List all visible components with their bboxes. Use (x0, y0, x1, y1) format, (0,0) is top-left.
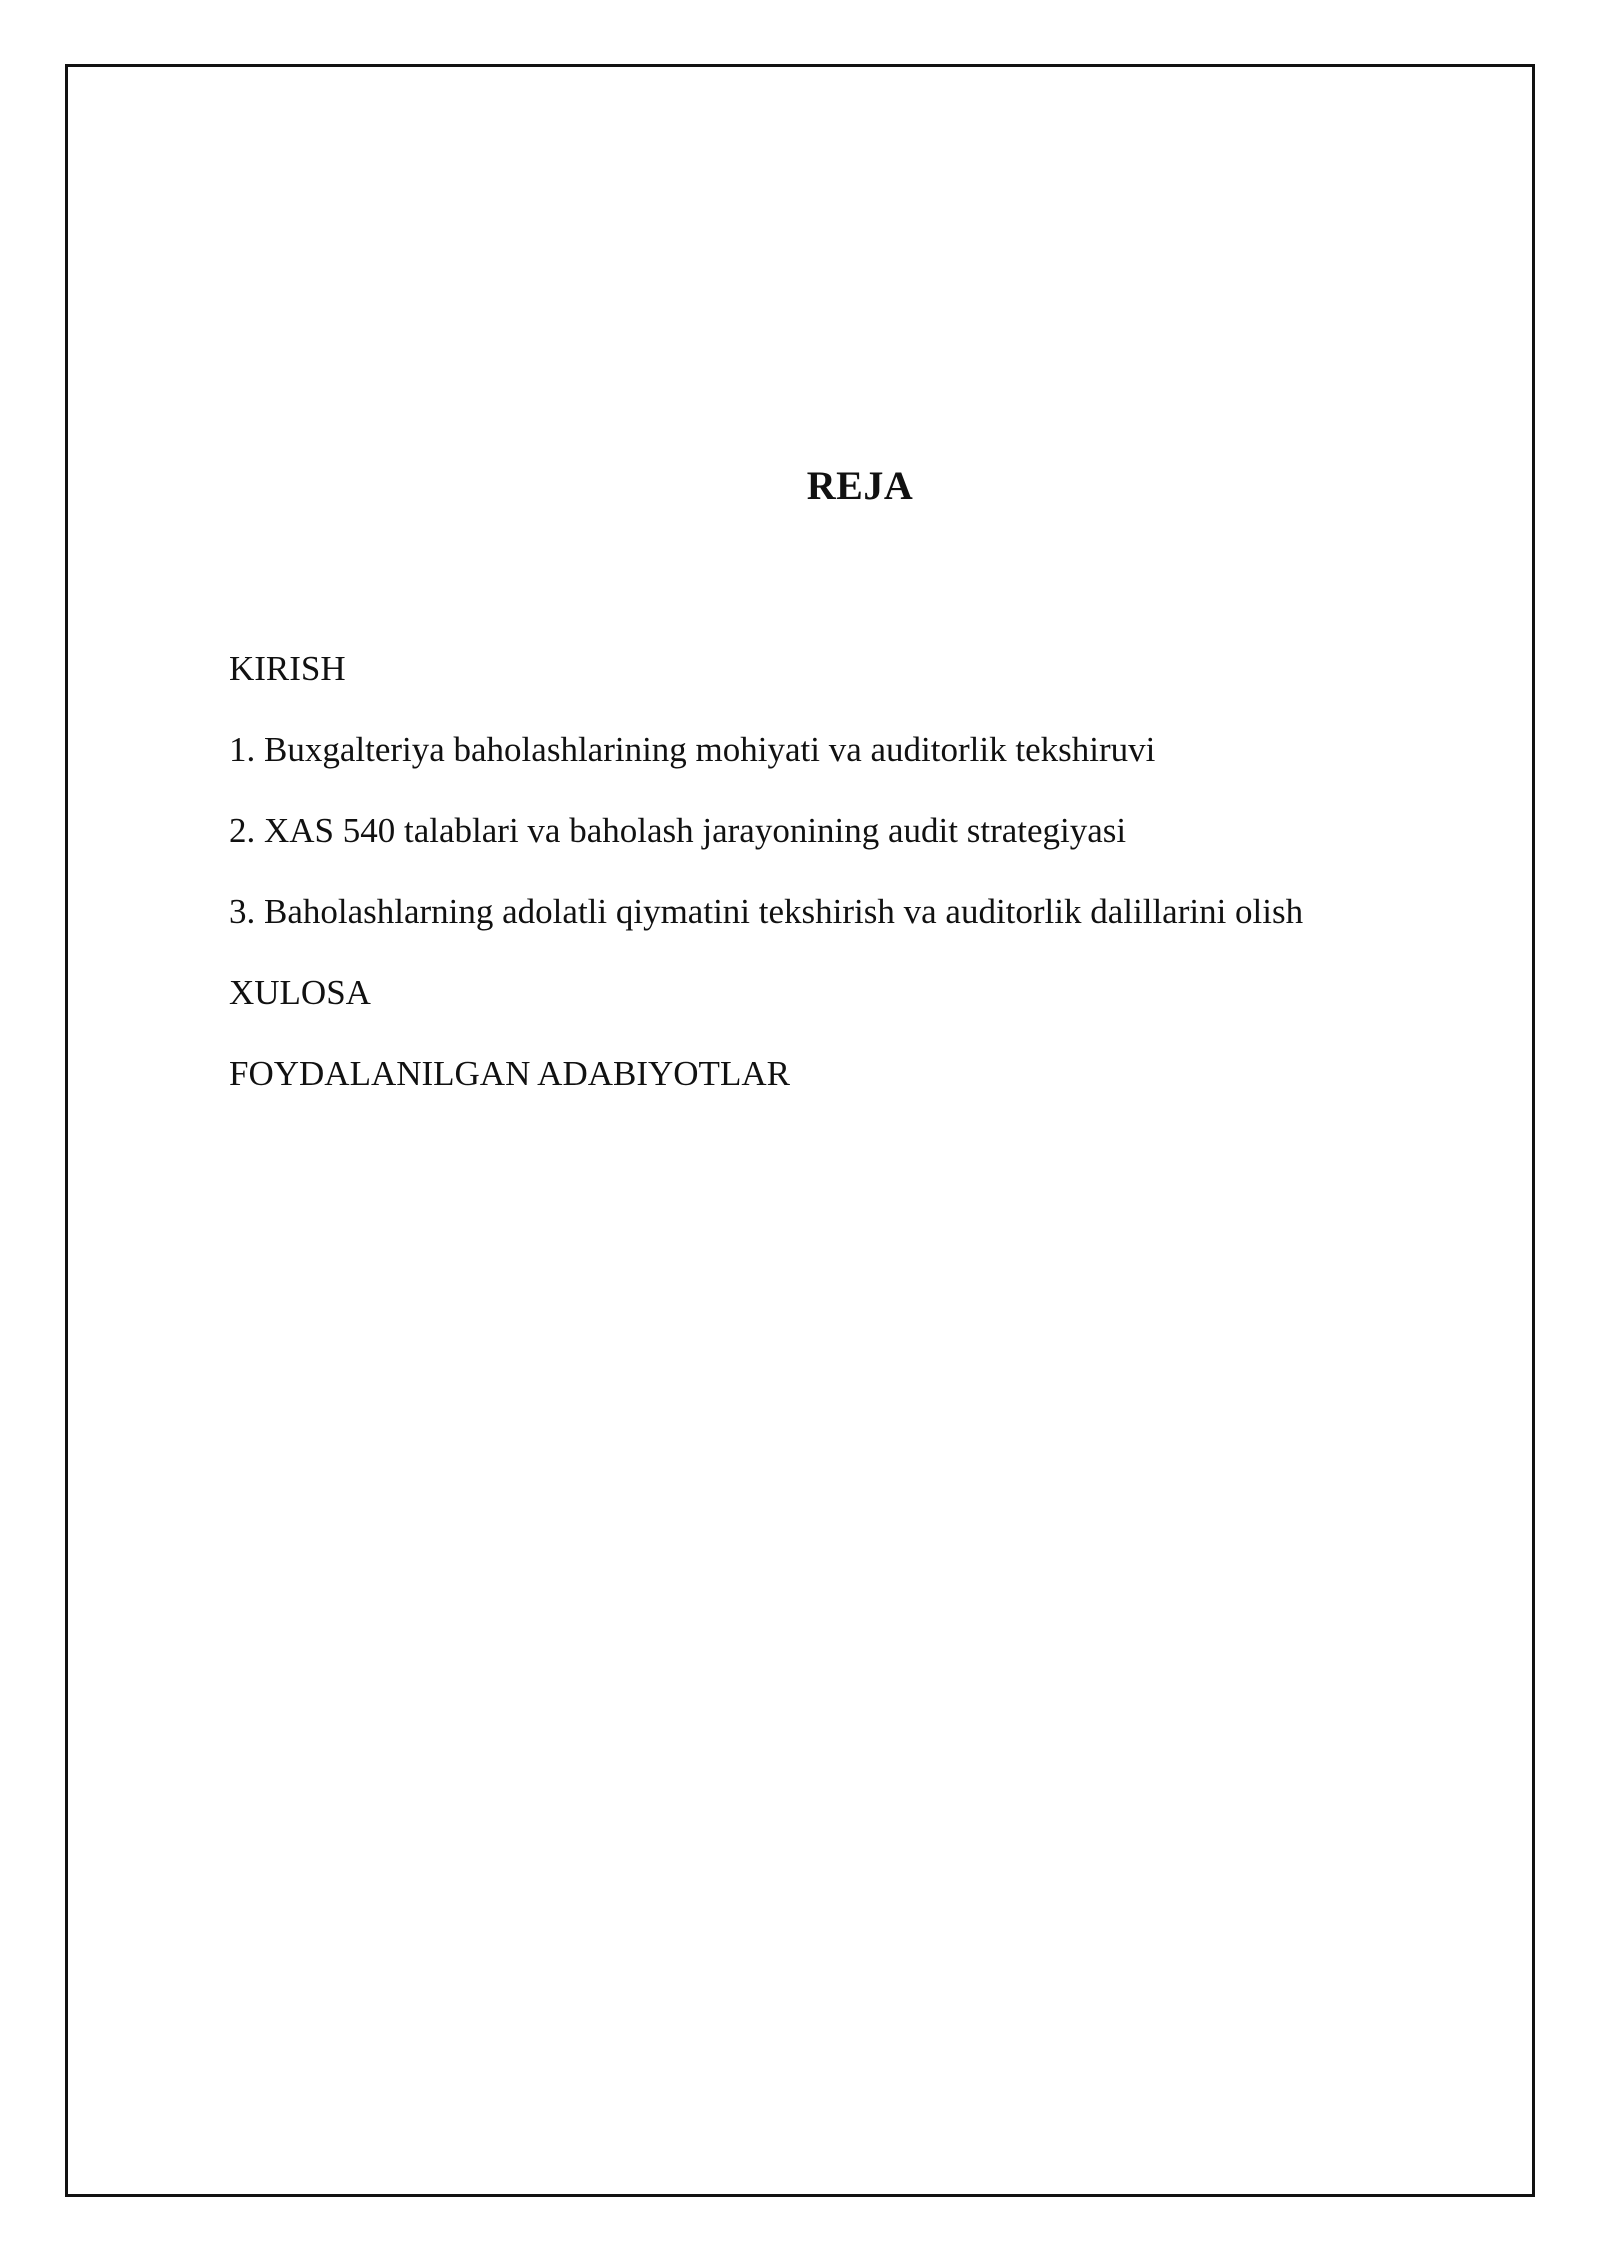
page-title: REJA (806, 463, 914, 508)
toc-item-chapter-2: 2. XAS 540 talablari va baholash jarayonining audit strategiyasi (229, 811, 1127, 850)
toc-item-chapter-1: 1. Buxgalteriya baholashlarining mohiyati va auditorlik tekshiruvi (229, 730, 1156, 769)
toc-item-chapter-3: 3. Baholashlarning adolatli qiymatini tekshirish va auditorlik dalillarini olish (229, 892, 1304, 931)
toc-item-references: FOYDALANILGAN ADABIYOTLAR (229, 1054, 790, 1093)
toc-item-introduction: KIRISH (229, 649, 346, 688)
toc-item-conclusion: XULOSA (229, 973, 371, 1012)
table-of-contents (229, 645, 1479, 1131)
